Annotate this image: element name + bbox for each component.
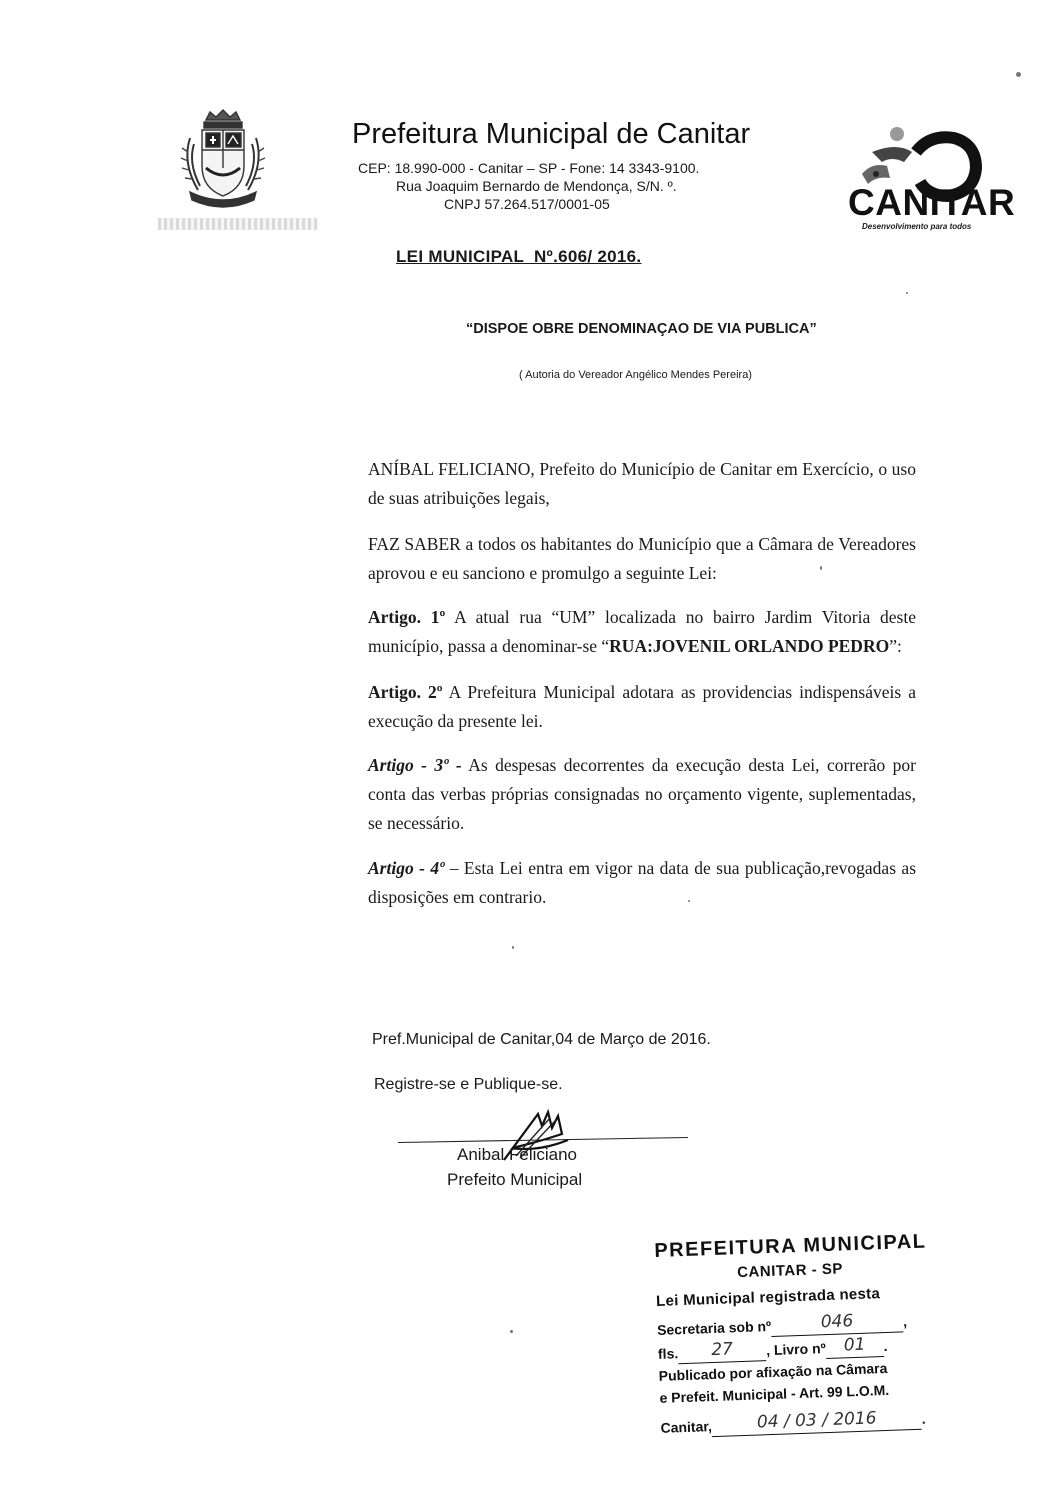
crest-caption-smudge: [158, 218, 318, 230]
article-4-text: – Esta Lei entra em vigor na data de sua publicação,revogadas as disposições em contrario.: [368, 858, 917, 907]
law-number-title: LEI MUNICIPAL Nº.606/ 2016.: [396, 247, 642, 266]
article-2-label: Artigo. 2º: [368, 682, 443, 702]
article-3-text: As despesas decorrentes da execução desta Lei, correrão por conta das verbas próprias consignadas no orçamento vigente, suplementadas, se necessário.: [368, 755, 917, 833]
stamp-registered-line: Lei Municipal registrada nesta: [655, 1285, 881, 1310]
law-subject: “DISPOE OBRE DENOMINAÇAO DE VIA PUBLICA”: [466, 321, 817, 337]
header-address-line-1: CEP: 18.990-000 - Canitar – SP - Fone: 14 3343-9100.: [358, 160, 700, 176]
place-and-date: Pref.Municipal de Canitar,04 de Março de 2016.: [372, 1031, 711, 1048]
stamp-date-value: 04 / 03 / 2016: [756, 1408, 877, 1433]
paragraph-faz-saber: FAZ SABER a todos os habitantes do Município que a Câmara de Vereadores aprovou e eu sanciono e promulgo a seguinte Lei:: [368, 534, 916, 583]
stamp-article-line: e Prefeit. Municipal - Art. 99 L.O.M.: [659, 1381, 890, 1406]
article-1-text: A atual rua “UM” localizada no bairro Jardim Vitoria deste município, passa a denominar-se “: [368, 607, 916, 656]
scan-speckle: [510, 1330, 513, 1333]
stamp-secretaria-line: Secretaria sob nº 046 ,: [656, 1311, 908, 1338]
stamp-city: CANITAR - SP: [736, 1260, 844, 1282]
canitar-logo-wordmark: CANITAR: [848, 182, 1016, 223]
registration-stamp: [654, 1229, 971, 1450]
stamp-livro-number: 01: [843, 1334, 866, 1356]
municipality-title: Prefeitura Municipal de Canitar: [352, 118, 751, 150]
header-cnpj-line: CNPJ 57.264.517/0001-05: [444, 196, 610, 212]
article-1-end: ”:: [889, 636, 902, 656]
stamp-heading: PREFEITURA MUNICIPAL: [654, 1230, 927, 1262]
stamp-fls-number: 27: [710, 1339, 734, 1361]
municipal-coat-of-arms: [168, 108, 278, 218]
signer-name: Anibal Feliciano: [457, 1145, 578, 1164]
stamp-date-line: Canitar, 04 / 03 / 2016 .: [660, 1408, 926, 1436]
scan-speckle: [820, 566, 822, 570]
canitar-logo-tagline: Desenvolvimento para todos: [862, 222, 972, 231]
article-4: [162, 854, 916, 912]
scan-speckle: [906, 292, 908, 294]
stamp-date-label: Canitar,: [660, 1418, 713, 1436]
header-address-line-2: Rua Joaquim Bernardo de Mendonça, S/N. º.: [396, 178, 677, 194]
law-authorship: ( Autoria do Vereador Angélico Mendes Pereira): [519, 369, 752, 381]
article-1-street-name: RUA:JOVENIL ORLANDO PEDRO: [609, 636, 890, 656]
article-4-label: Artigo - 4º: [368, 858, 445, 878]
article-3: [162, 751, 916, 838]
stamp-fls-label: fls.: [657, 1345, 679, 1362]
scan-speckle: [512, 946, 514, 949]
article-3-label: Artigo - 3º -: [368, 755, 462, 775]
stamp-secretaria-number: 046: [820, 1311, 854, 1333]
signer-role: Prefeito Municipal: [447, 1170, 583, 1189]
stamp-published-line: Publicado por afixação na Câmara: [658, 1359, 888, 1384]
stamp-livro-label: , Livro nº: [765, 1340, 826, 1359]
article-2: [162, 678, 916, 736]
paragraph-mayor-intro: ANÍBAL FELICIANO, Prefeito do Município de Canitar em Exercício, o uso de suas atribuições legais,: [368, 459, 916, 508]
article-2-text: A Prefeitura Municipal adotara as providencias indispensáveis a execução da presente lei.: [368, 682, 916, 731]
register-publish-note: Registre-se e Publique-se.: [374, 1076, 563, 1093]
scan-speckle: [1016, 72, 1021, 77]
article-1: [162, 603, 916, 661]
article-1-label: Artigo. 1º: [368, 607, 446, 627]
stamp-fls-line: fls. 27 , Livro nº 01 .: [658, 1336, 888, 1365]
scan-speckle: [688, 900, 690, 902]
stamp-secretaria-label: Secretaria sob nº: [656, 1317, 772, 1338]
